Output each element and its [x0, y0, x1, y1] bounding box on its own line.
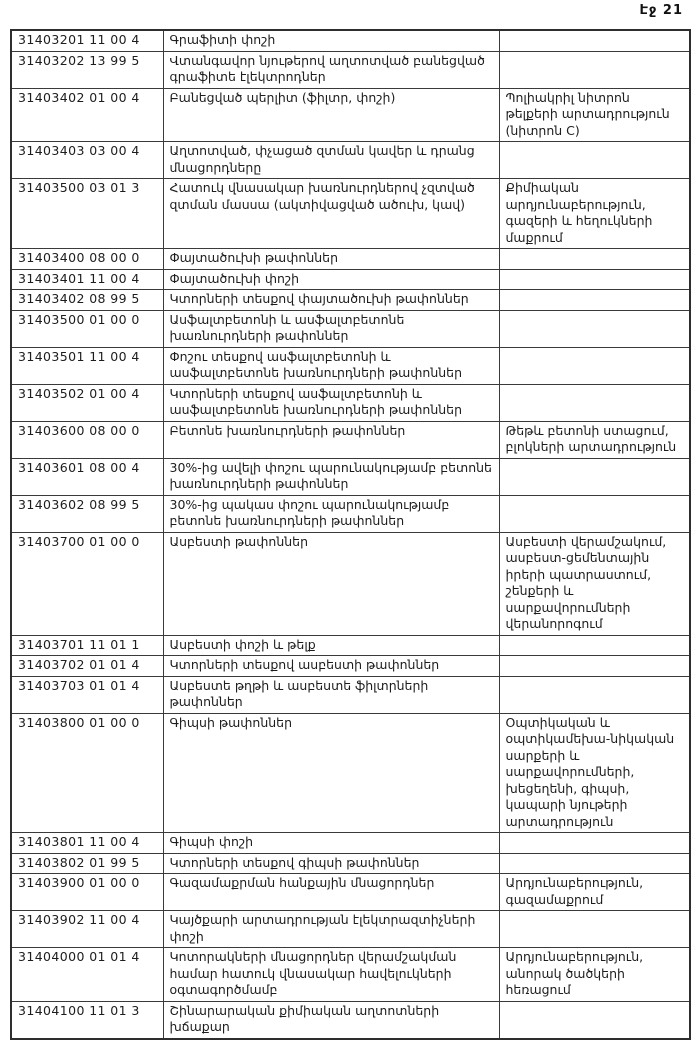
code-cell: 31403400 08 00 0 — [11, 249, 163, 270]
table-row — [11, 635, 690, 656]
description-cell: Փայտածուխի փոշի — [163, 269, 499, 290]
table-row — [11, 51, 690, 88]
note-cell — [499, 853, 690, 874]
table-row — [11, 833, 690, 854]
code-cell: 31403800 01 00 0 — [11, 713, 163, 833]
description-cell: Կտորների տեսքով գիպսի թափոններ — [163, 853, 499, 874]
note-cell: Ասբեստի վերամշակում, ասբեստ-ցեմենտային իրերի պատրաստում, շենքերի և սարքավորումների վերանորոգում — [499, 532, 690, 635]
note-cell — [499, 833, 690, 854]
table-row — [11, 384, 690, 421]
description-cell: Ասֆալտբետոնի և ասֆալտբետոնե խառնուրդների թափոններ — [163, 310, 499, 347]
code-cell: 31403602 08 99 5 — [11, 495, 163, 532]
description-cell: 30%-ից ավելի փոշու պարունակությամբ բետոնե խառնուրդների թափոններ — [163, 458, 499, 495]
description-cell: Ասբեստի փոշի և թելք — [163, 635, 499, 656]
table-row — [11, 30, 690, 51]
note-cell — [499, 347, 690, 384]
table-row — [11, 1001, 690, 1039]
note-cell — [499, 635, 690, 656]
description-cell: Կտորների տեսքով ասֆալտբետոնի և ասֆալտբետոնե խառնուրդների թափոններ — [163, 384, 499, 421]
description-cell: Կտորների տեսքով ասբեստի թափոններ — [163, 656, 499, 677]
note-cell — [499, 911, 690, 948]
code-cell: 31403902 11 00 4 — [11, 911, 163, 948]
description-cell: Գիպսի թափոններ — [163, 713, 499, 833]
code-cell: 31403402 08 99 5 — [11, 290, 163, 311]
waste-classification-table — [10, 29, 691, 1040]
description-cell: Ասբեստե թղթի և ասբեստե ֆիլտրների թափոններ — [163, 676, 499, 713]
table-row — [11, 310, 690, 347]
table-row — [11, 347, 690, 384]
note-cell — [499, 1001, 690, 1039]
description-cell: Գազամաքրման հանքային մնացորդներ — [163, 874, 499, 911]
note-cell — [499, 30, 690, 51]
note-cell: Արդյունաբերություն, գազամաքրում — [499, 874, 690, 911]
table-row — [11, 142, 690, 179]
description-cell: Աղտոտված, փչացած զտման կավեր և դրանց մնացորդները — [163, 142, 499, 179]
table-row — [11, 269, 690, 290]
note-cell — [499, 142, 690, 179]
table-row — [11, 88, 690, 142]
note-cell — [499, 51, 690, 88]
description-cell: Վտանգավոր նյութերով աղտոտված բանեցված գրաֆիտե էլեկտրոդներ — [163, 51, 499, 88]
code-cell: 31403601 08 00 4 — [11, 458, 163, 495]
note-cell — [499, 676, 690, 713]
code-cell: 31403502 01 00 4 — [11, 384, 163, 421]
code-cell: 31403403 03 00 4 — [11, 142, 163, 179]
code-cell: 31403500 03 01 3 — [11, 179, 163, 249]
code-cell: 31403500 01 00 0 — [11, 310, 163, 347]
table-row — [11, 713, 690, 833]
table-row — [11, 421, 690, 458]
table-row — [11, 676, 690, 713]
table-row — [11, 179, 690, 249]
code-cell: 31403401 11 00 4 — [11, 269, 163, 290]
note-cell: Օպտիկական և օպտիկամեխա-նիկական սարքերի և սարքավորումների, խեցեղենի, գիպսի, կապարի նյութերի արտադրություն — [499, 713, 690, 833]
code-cell: 31403501 11 00 4 — [11, 347, 163, 384]
note-cell: Քիմիական արդյունաբերություն, գազերի և հեղուկների մաքրում — [499, 179, 690, 249]
code-cell: 31404100 11 01 3 — [11, 1001, 163, 1039]
table-row — [11, 948, 690, 1002]
note-cell: Թեթև բետոնի ստացում, բլոկների արտադրություն — [499, 421, 690, 458]
table-row — [11, 911, 690, 948]
note-cell — [499, 269, 690, 290]
table-row — [11, 532, 690, 635]
description-cell: 30%-ից պակաս փոշու պարունակությամբ բետոնե խառնուրդների թափոններ — [163, 495, 499, 532]
description-cell: Փայտածուխի թափոններ — [163, 249, 499, 270]
table-row — [11, 290, 690, 311]
description-cell: Գիպսի փոշի — [163, 833, 499, 854]
description-cell: Կայծքարի արտադրության էլեկտրազտիչների փոշի — [163, 911, 499, 948]
table-row — [11, 656, 690, 677]
table-row — [11, 249, 690, 270]
code-cell: 31403202 13 99 5 — [11, 51, 163, 88]
note-cell — [499, 495, 690, 532]
code-cell: 31403701 11 01 1 — [11, 635, 163, 656]
code-cell: 31403201 11 00 4 — [11, 30, 163, 51]
code-cell: 31403900 01 00 0 — [11, 874, 163, 911]
table-row — [11, 495, 690, 532]
code-cell: 31403801 11 00 4 — [11, 833, 163, 854]
code-cell: 31403802 01 99 5 — [11, 853, 163, 874]
code-cell: 31403700 01 00 0 — [11, 532, 163, 635]
note-cell — [499, 656, 690, 677]
description-cell: Շինարարական քիմիական աղտոտների խճաքար — [163, 1001, 499, 1039]
description-cell: Կոտորակների մնացորդներ վերամշակման համար հատուկ վնասակար հավելուկների օգտագործմամբ — [163, 948, 499, 1002]
description-cell: Կտորների տեսքով փայտածուխի թափոններ — [163, 290, 499, 311]
description-cell: Բանեցված պերլիտ (ֆիլտր, փոշի) — [163, 88, 499, 142]
note-cell: Պոլիակրիլ նիտրոն թելքերի արտադրություն (նիտրոն C) — [499, 88, 690, 142]
note-cell — [499, 249, 690, 270]
description-cell: Ասբեստի թափոններ — [163, 532, 499, 635]
note-cell — [499, 290, 690, 311]
note-cell — [499, 458, 690, 495]
code-cell: 31403600 08 00 0 — [11, 421, 163, 458]
description-cell: Փոշու տեսքով ասֆալտբետոնի և ասֆալտբետոնե խառնուրդների թափոններ — [163, 347, 499, 384]
note-cell: Արդյունաբերություն, անորակ ծածկերի հեռացում — [499, 948, 690, 1002]
code-cell: 31403402 01 00 4 — [11, 88, 163, 142]
description-cell: Բետոնե խառնուրդների թափոններ — [163, 421, 499, 458]
description-cell: Հատուկ վնասակար խառնուրդներով չզտված զտման մասսա (ակտիվացված ածուխ, կավ) — [163, 179, 499, 249]
code-cell: 31404000 01 01 4 — [11, 948, 163, 1002]
note-cell — [499, 384, 690, 421]
table-row — [11, 853, 690, 874]
table-row — [11, 874, 690, 911]
description-cell: Գրաֆիտի փոշի — [163, 30, 499, 51]
page-number: Էջ 21 — [639, 3, 683, 18]
table-row — [11, 458, 690, 495]
code-cell: 31403702 01 01 4 — [11, 656, 163, 677]
code-cell: 31403703 01 01 4 — [11, 676, 163, 713]
note-cell — [499, 310, 690, 347]
